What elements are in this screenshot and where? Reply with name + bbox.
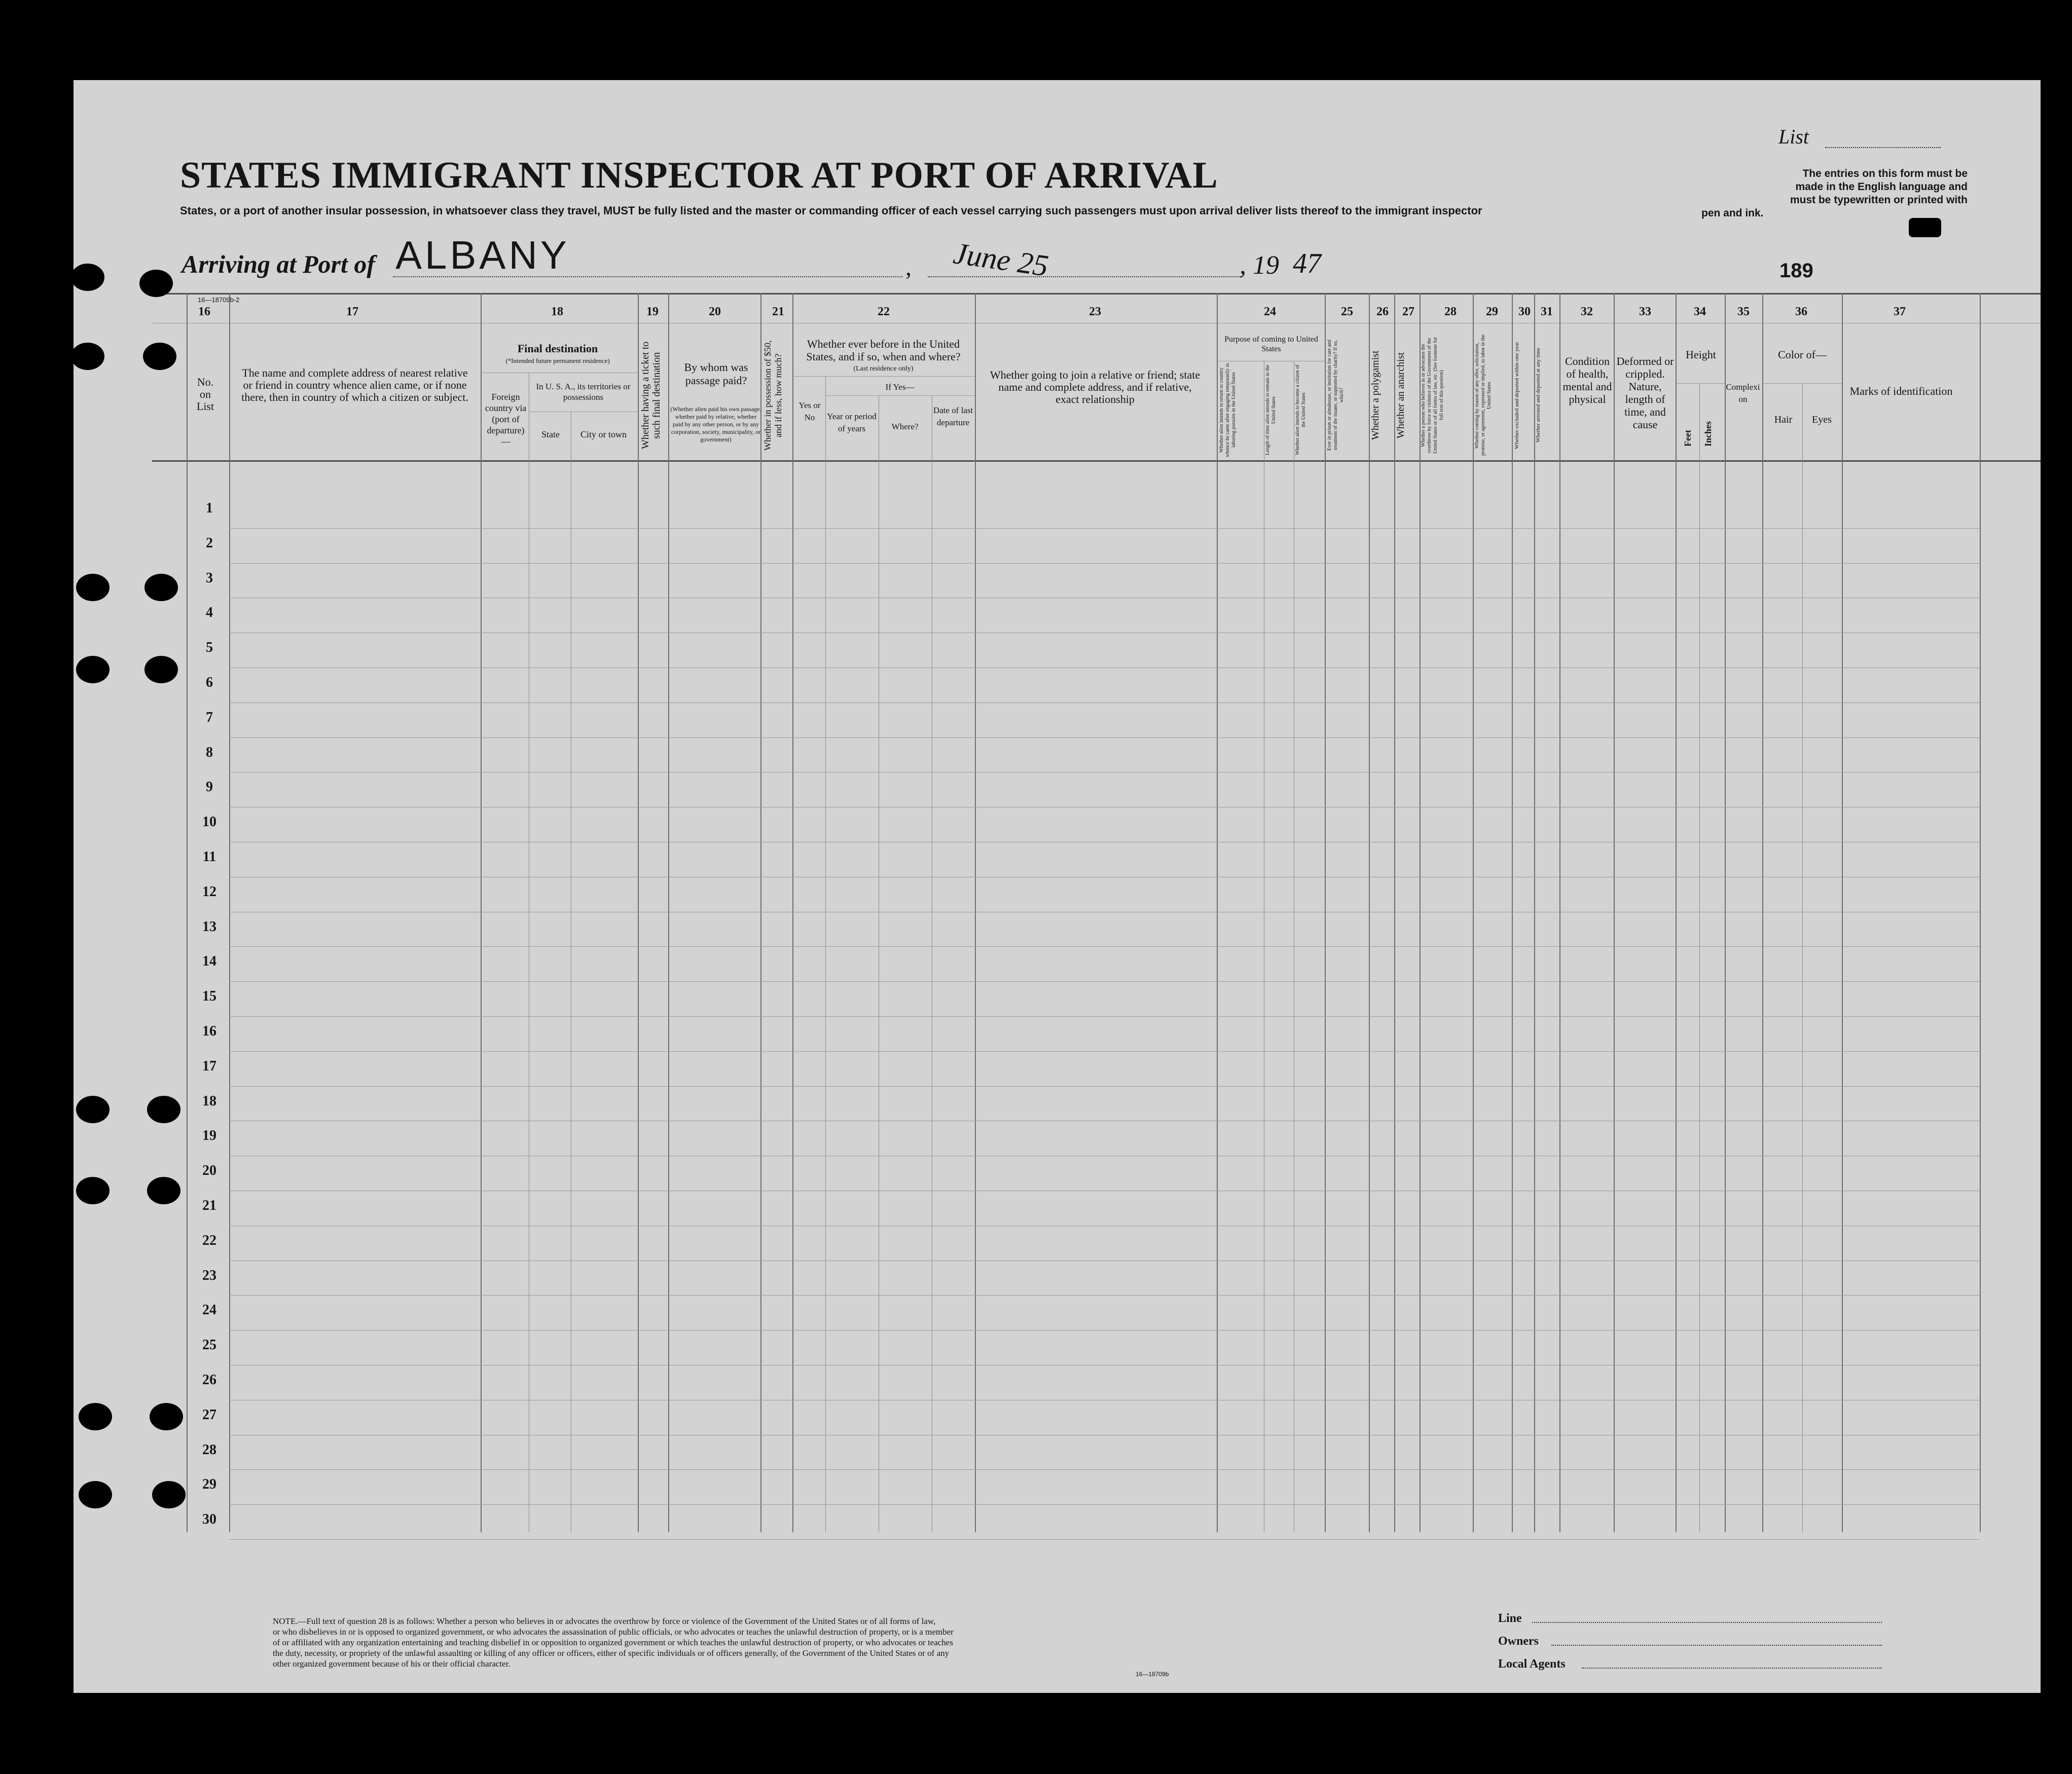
header-eyes: Eyes	[1812, 414, 1832, 425]
header-passage-paid: By whom was passage paid?	[684, 361, 748, 387]
header-foreign-country: Foreign country via (port of departure)—	[485, 392, 527, 447]
list-field	[1778, 125, 1809, 149]
footer-line-label: Line	[1498, 1612, 1522, 1625]
header-ever-before: Whether ever before in the United States, and if so, when and where?	[806, 338, 961, 363]
year-value: 47	[1293, 248, 1321, 279]
col-line	[1980, 293, 1981, 1532]
colnum-24: 24	[1264, 305, 1276, 318]
punch-hole	[152, 1481, 186, 1508]
punch-hole	[144, 656, 178, 683]
colnum-19: 19	[646, 305, 659, 318]
row-number: 24	[202, 1302, 216, 1318]
c22-ifyes-split	[825, 395, 975, 396]
col-line	[1217, 293, 1218, 1532]
row-number: 23	[202, 1267, 216, 1283]
punch-hole	[79, 1481, 112, 1508]
header-complexion: Complexion	[1726, 382, 1760, 404]
row-line	[229, 1051, 1980, 1052]
header-purpose-citizen: Whether alien intends to become a citizen of the United States	[1295, 364, 1306, 456]
colnum-17: 17	[346, 305, 358, 318]
colnum-18: 18	[551, 305, 563, 318]
header-in-usa: In U. S. A., its territories or possessions	[536, 382, 631, 402]
colnum-31: 31	[1541, 305, 1553, 318]
row-number: 15	[202, 988, 216, 1005]
row-number: 19	[202, 1128, 216, 1144]
year-prefix: , 19	[1240, 251, 1279, 280]
punch-hole	[79, 1403, 112, 1430]
list-label: List	[1778, 125, 1809, 148]
row-number: 26	[202, 1372, 216, 1388]
row-line	[229, 1539, 1980, 1540]
port-value: ALBANY	[395, 233, 570, 277]
header-purpose-length: Length of time alien intends to remain in the United States	[1265, 364, 1277, 456]
punch-hole	[147, 1096, 180, 1123]
row-line	[229, 528, 1980, 529]
row-number: 1	[206, 500, 213, 516]
header-if-yes: If Yes—	[885, 382, 915, 392]
header-last-residence: (Last residence only)	[853, 365, 914, 373]
punch-hole	[76, 656, 110, 683]
header-deformed: Deformed or crippled. Nature, length of time, and cause	[1616, 355, 1674, 431]
list-line	[1825, 147, 1941, 148]
header-bottom-line	[152, 460, 2041, 462]
row-number: 30	[202, 1511, 216, 1528]
row-line	[229, 1086, 1980, 1087]
header-anarchist: Whether an anarchist	[1395, 352, 1406, 438]
header-prison: Ever in prison or almshouse, or institution for care and treatment of the insane, or supported by charity? If so, which?	[1327, 340, 1344, 451]
row-line	[229, 737, 1980, 738]
colnum-28: 28	[1444, 305, 1457, 318]
col-line	[1842, 293, 1843, 1532]
row-line	[229, 1295, 1980, 1296]
punch-hole	[150, 1403, 183, 1430]
manifest-number: 189	[1779, 260, 1813, 282]
punch-hole	[76, 1096, 110, 1123]
row-number: 14	[202, 953, 216, 970]
row-number: 13	[202, 918, 216, 935]
footer-owners-rule	[1551, 1645, 1882, 1646]
footer-line-rule	[1532, 1622, 1882, 1623]
colnum-36: 36	[1795, 305, 1807, 318]
col-line	[1473, 293, 1474, 1532]
row-number: 20	[202, 1163, 216, 1179]
col-line	[1676, 293, 1677, 1532]
header-overthrow: Whether a person who believes in or advocates the overthrow by force or violence of the Government of the United States or of all forms of law, etc. (See footnote for full text of this question)	[1421, 337, 1444, 454]
footer-agents-label: Local Agents	[1498, 1657, 1566, 1671]
header-marks: Marks of identification	[1849, 385, 1953, 397]
col-line	[1369, 293, 1370, 1532]
punch-hole	[144, 574, 178, 601]
col-line	[1614, 293, 1615, 1532]
row-number: 6	[206, 675, 213, 690]
row-number: 10	[202, 814, 216, 830]
col-line	[1394, 293, 1395, 1532]
punch-hole	[147, 1177, 180, 1204]
row-number: 9	[206, 779, 213, 795]
header-inches: Inches	[1703, 421, 1713, 447]
col-line	[825, 376, 826, 1532]
header-nearest-relative: The name and complete address of nearest relative or friend in country whence alien came, or if none there, then in country of which a citizen or subject.	[241, 366, 468, 403]
row-number: 21	[202, 1198, 216, 1213]
col-line	[792, 293, 793, 1532]
header-final-destination-sub: (*Intended future permanent residence)	[505, 357, 610, 364]
row-number: 11	[202, 849, 216, 865]
row-number: 25	[202, 1337, 216, 1353]
header-excluded: Whether excluded and deported within one year	[1514, 342, 1520, 449]
blot	[1909, 218, 1941, 237]
colnum-26: 26	[1376, 305, 1389, 318]
date-value: June 25	[951, 236, 1051, 283]
footnote-code: 16—18709b	[1136, 1671, 1169, 1678]
row-number: 4	[206, 605, 213, 621]
punch-hole	[139, 270, 173, 297]
punch-hole	[71, 264, 104, 291]
arriving-label: Arriving at Port of	[181, 250, 375, 278]
colnum-34: 34	[1694, 305, 1706, 318]
colnum-37: 37	[1894, 305, 1906, 318]
row-number: 16	[202, 1023, 216, 1039]
row-line	[229, 1469, 1980, 1470]
row-number: 5	[206, 640, 213, 656]
col-line	[1534, 293, 1535, 1532]
col-line	[975, 293, 976, 1532]
comma-1: ,	[905, 254, 912, 281]
colnum-23: 23	[1089, 305, 1101, 318]
header-condition-health: Condition of health, mental and physical	[1562, 355, 1612, 405]
punch-hole	[71, 343, 104, 370]
header-date-last-departure: Date of last departure	[933, 405, 973, 427]
footnote: NOTE.—Full text of question 28 is as follows: Whether a person who believes in or advocates the overthrow by force or violence of the Government of the United States or of all forms of law, or who disbelieves in or is opposed to organized government, or who advocates the assassination of public officials, or who advocates or teaches the unlawful destruction of property, or is a member of or affiliated with any organization entertaining and teaching disbelief in or opposition to organized government or which teaches the unlawful destruction of property, or who advocates or teaches the duty, necessity, or propriety of the unlawful assaulting or killing of any officer or officers, either of specific individuals or of officers generally, of the Government of the United States or of any other organized government because of his or their official character.	[273, 1616, 954, 1669]
header-final-destination: Final destination	[517, 342, 598, 355]
form-number: 16—18709b-2	[198, 296, 240, 304]
header-height: Height	[1686, 348, 1716, 361]
c34-split-line	[1676, 383, 1725, 384]
colnum-29: 29	[1486, 305, 1498, 318]
col-line	[1559, 293, 1560, 1532]
header-polygamist: Whether a polygamist	[1370, 350, 1381, 440]
header-where: Where?	[891, 422, 919, 431]
row-number: 28	[202, 1442, 216, 1458]
row-number: 12	[202, 883, 216, 900]
row-line	[229, 1504, 1980, 1505]
row-number: 8	[206, 744, 213, 760]
header-purpose: Purpose of coming to United States	[1224, 335, 1318, 353]
row-number: 3	[206, 570, 213, 586]
col-line	[187, 293, 188, 1532]
row-number: 2	[206, 535, 213, 551]
row-line	[229, 563, 1980, 564]
col-line	[668, 293, 669, 1532]
punch-hole	[143, 343, 176, 370]
header-hair: Hair	[1774, 414, 1793, 425]
row-number: 22	[202, 1232, 216, 1248]
header-passage-paid-note: (Whether alien paid his own passage, whether paid by relative, whether paid by any other person, or by any corporation, society, municipality, or government)	[670, 405, 761, 443]
row-number: 17	[202, 1058, 216, 1074]
col-line	[1802, 383, 1803, 1532]
page-subtitle: States, or a port of another insular possession, in whatsoever class they travel, MUST be fully listed and the master or commanding officer of each vessel carrying such passengers must upon arrival deliver lists thereof to the immigrant inspector	[180, 204, 1482, 217]
colnum-32: 32	[1581, 305, 1593, 318]
header-year-period: Year or period of years	[827, 412, 877, 433]
manifest-sheet	[74, 80, 2041, 1693]
col-line	[1325, 293, 1326, 1532]
header-arrested: Whether arrested and deported at any time	[1535, 348, 1541, 443]
col-line	[638, 293, 639, 1532]
header-ticket: Whether having a ticket to such final destination	[640, 341, 662, 450]
col-line	[760, 293, 761, 1532]
row-line	[229, 946, 1980, 947]
col-line	[1699, 383, 1700, 1532]
header-labor-offer: Whether coming by reason of any offer, solicitation, promise, or agreement, expressed or implied, to labor in the United States	[1474, 335, 1492, 456]
footer-owners-label: Owners	[1498, 1635, 1539, 1648]
row-number: 7	[206, 709, 213, 725]
header-purpose-return: Whether alien intends to return to country whence he came after engaging temporarily in laboring pursuits in the United States	[1219, 363, 1237, 457]
row-line	[229, 1016, 1980, 1017]
row-number: 27	[202, 1407, 216, 1423]
col-line	[481, 293, 482, 1532]
row-number: 29	[202, 1476, 216, 1493]
punch-hole	[76, 1177, 110, 1204]
entries-note: The entries on this form must be made in the English language and must be typewritten or printed with pen and ink.	[1701, 168, 1968, 219]
col-line	[1725, 293, 1726, 1532]
table-top-line	[152, 293, 2041, 294]
row-line	[229, 981, 1980, 982]
header-feet: Feet	[1683, 430, 1693, 447]
header-join-relative: Whether going to join a relative or friend; state name and complete address, and if relative, exact relationship	[990, 368, 1201, 405]
header-color-of: Color of—	[1778, 348, 1827, 361]
header-fifty-dollars: Whether in possession of $50, and if less, how much?	[762, 340, 783, 451]
colnum-27: 27	[1402, 305, 1414, 318]
header-city-or-town: City or town	[580, 429, 627, 439]
colnum-21: 21	[772, 305, 784, 318]
colnum-33: 33	[1639, 305, 1651, 318]
row-number: 18	[202, 1093, 216, 1109]
header-yes-or-no: Yes or No	[798, 400, 821, 422]
punch-hole	[76, 574, 110, 601]
col-line	[1512, 293, 1513, 1532]
page-title: STATES IMMIGRANT INSPECTOR AT PORT OF ARRIVAL	[180, 155, 1218, 196]
colnum-22: 22	[878, 305, 890, 318]
col-line	[229, 293, 230, 1532]
col-line	[1420, 293, 1421, 1532]
c22-split-line	[793, 376, 975, 377]
colnum-16: 16	[198, 305, 210, 318]
footer-agents-rule	[1582, 1668, 1882, 1669]
colnum-20: 20	[709, 305, 721, 318]
header-state: State	[541, 429, 560, 439]
col-line	[1762, 293, 1763, 1532]
colnum-35: 35	[1737, 305, 1750, 318]
header-no-on-list: No. on List	[196, 376, 214, 413]
date-line	[928, 276, 1242, 277]
colnum-30: 30	[1518, 305, 1531, 318]
colnum-25: 25	[1341, 305, 1353, 318]
